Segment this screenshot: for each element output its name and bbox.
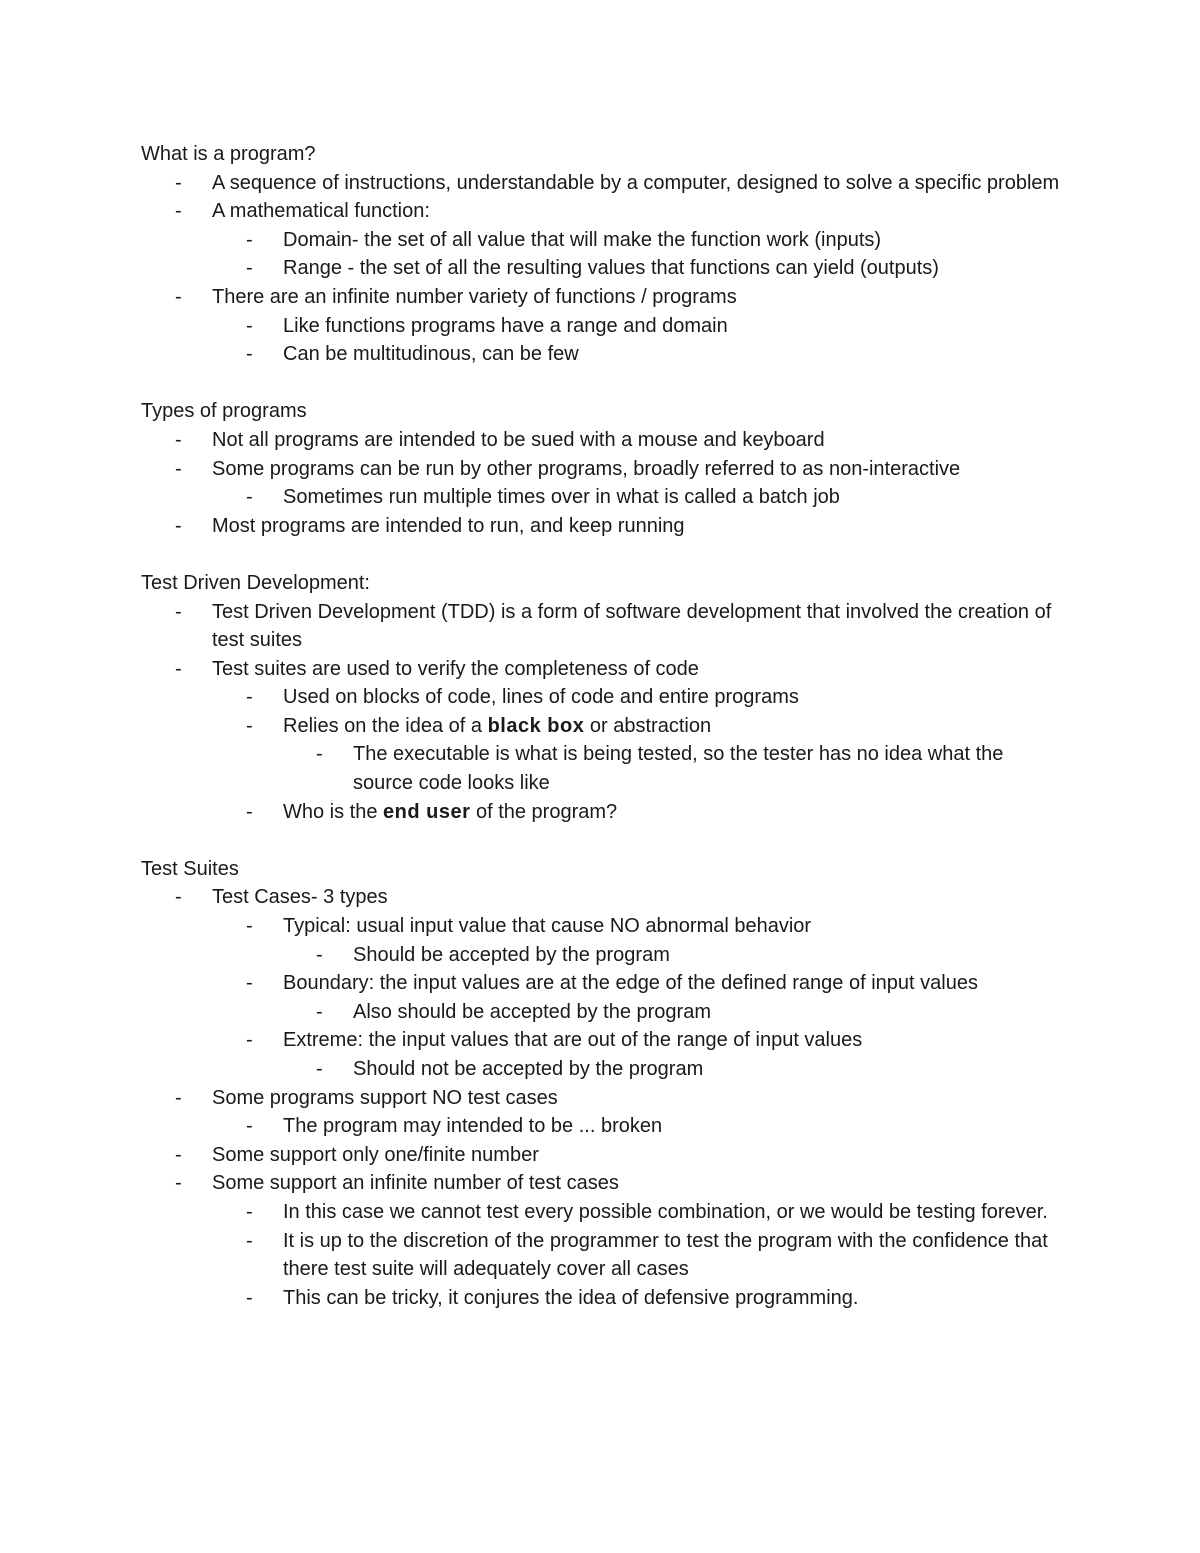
document-body bbox=[141, 140, 1061, 1341]
bullet-text: - Sometimes run multiple times over in what is called a batch job bbox=[283, 486, 840, 509]
bullet-text: - Also should be accepted by the program bbox=[353, 1000, 711, 1023]
text-segment: Who is the bbox=[283, 800, 384, 823]
bullet-item bbox=[141, 998, 1061, 1027]
bullet-item bbox=[141, 912, 1061, 941]
emphasized-term: black box bbox=[487, 714, 585, 737]
section bbox=[141, 397, 1061, 540]
bullet-text bbox=[283, 798, 1061, 827]
bullet-item bbox=[141, 941, 1061, 970]
bullet-text: - Test Cases- 3 types bbox=[212, 886, 388, 909]
bullet-text: - It is up to the discretion of the programmer to test the program with the confidence that there test suite will adequately cover all cases bbox=[283, 1229, 1048, 1281]
section bbox=[141, 569, 1061, 826]
bullet-text: - Domain- the set of all value that will make the function work (inputs) bbox=[283, 228, 882, 251]
bullet-item bbox=[141, 1198, 1061, 1227]
bullet-text: - A mathematical function: bbox=[212, 200, 430, 223]
bullet-text: - Should not be accepted by the program bbox=[353, 1058, 704, 1080]
bullet-text: - Should be accepted by the program bbox=[353, 943, 670, 966]
bullet-item bbox=[141, 1055, 1061, 1084]
section-heading: Types of programs bbox=[141, 400, 307, 423]
section-heading: Test Suites bbox=[141, 857, 239, 880]
emphasized-term: end user bbox=[383, 800, 471, 823]
bullet-text: - Some support only one/finite number bbox=[212, 1143, 539, 1166]
bullet-text: - Used on blocks of code, lines of code and entire programs bbox=[283, 686, 799, 709]
bullet-item bbox=[141, 712, 1061, 741]
bullet-item bbox=[141, 1227, 1061, 1284]
bullet-item bbox=[141, 169, 1061, 198]
bullet-item bbox=[141, 426, 1061, 455]
bullet-item bbox=[141, 312, 1061, 341]
section bbox=[141, 855, 1061, 1313]
bullet-text bbox=[283, 712, 1061, 741]
bullet-text: - Test suites are used to verify the completeness of code bbox=[212, 657, 699, 680]
bullet-item bbox=[141, 1169, 1061, 1198]
bullet-item bbox=[141, 683, 1061, 712]
bullet-text: - Most programs are intended to run, and keep running bbox=[212, 514, 685, 537]
text-segment: Relies on the idea of a bbox=[283, 714, 488, 737]
bullet-item bbox=[141, 1112, 1061, 1141]
bullet-text: - Some support an infinite number of test cases bbox=[212, 1172, 619, 1195]
bullet-item bbox=[141, 254, 1061, 283]
bullet-text: - Range - the set of all the resulting values that functions can yield (outputs) bbox=[283, 257, 939, 280]
bullet-text: - Test Driven Development (TDD) is a form of software development that involved the creation of test suites bbox=[212, 600, 1052, 652]
bullet-item bbox=[141, 512, 1061, 541]
bullet-item bbox=[141, 655, 1061, 684]
bullet-item bbox=[141, 455, 1061, 484]
bullet-text: - In this case we cannot test every possible combination, or we would be testing forever. bbox=[283, 1200, 1048, 1223]
bullet-text: - Can be multitudinous, can be few bbox=[283, 343, 579, 366]
bullet-item bbox=[141, 340, 1061, 369]
bullet-text: - Boundary: the input values are at the edge of the defined range of input values bbox=[283, 972, 978, 995]
bullet-item bbox=[141, 1284, 1061, 1313]
bullet-text: - Like functions programs have a range and domain bbox=[283, 314, 728, 337]
section-heading: Test Driven Development: bbox=[141, 571, 370, 594]
bullet-item bbox=[141, 197, 1061, 226]
bullet-text: - A sequence of instructions, understandable by a computer, designed to solve a specific problem bbox=[212, 171, 1060, 194]
bullet-item bbox=[141, 1084, 1061, 1113]
bullet-list bbox=[141, 883, 1061, 1312]
bullet-list bbox=[141, 169, 1061, 369]
text-segment: of the program? bbox=[470, 800, 618, 823]
bullet-item bbox=[141, 798, 1061, 827]
bullet-item bbox=[141, 740, 1061, 797]
bullet-list bbox=[141, 598, 1061, 827]
bullet-item bbox=[141, 226, 1061, 255]
bullet-text: - Typical: usual input value that cause NO abnormal behavior bbox=[283, 915, 812, 938]
bullet-list bbox=[141, 426, 1061, 540]
bullet-text: - Extreme: the input values that are out of the range of input values bbox=[283, 1029, 863, 1052]
bullet-item bbox=[141, 598, 1061, 655]
bullet-item bbox=[141, 1026, 1061, 1055]
bullet-text: - Some programs can be run by other programs, broadly referred to as non-interactive bbox=[212, 457, 961, 480]
bullet-item bbox=[141, 969, 1061, 998]
section bbox=[141, 140, 1061, 369]
bullet-text: - Some programs support NO test cases bbox=[212, 1086, 558, 1109]
bullet-text: - The program may intended to be ... broken bbox=[283, 1115, 663, 1138]
bullet-text: - The executable is what is being tested, so the tester has no idea what the source code looks like bbox=[353, 743, 1004, 795]
bullet-item bbox=[141, 1141, 1061, 1170]
text-segment: or abstraction bbox=[584, 714, 712, 737]
bullet-text: - There are an infinite number variety of functions / programs bbox=[212, 285, 737, 308]
bullet-text: - Not all programs are intended to be sued with a mouse and keyboard bbox=[212, 428, 825, 451]
bullet-item bbox=[141, 283, 1061, 312]
bullet-item bbox=[141, 483, 1061, 512]
section-heading: What is a program? bbox=[141, 143, 316, 165]
bullet-text: - This can be tricky, it conjures the idea of defensive programming. bbox=[283, 1286, 859, 1309]
bullet-item bbox=[141, 883, 1061, 912]
